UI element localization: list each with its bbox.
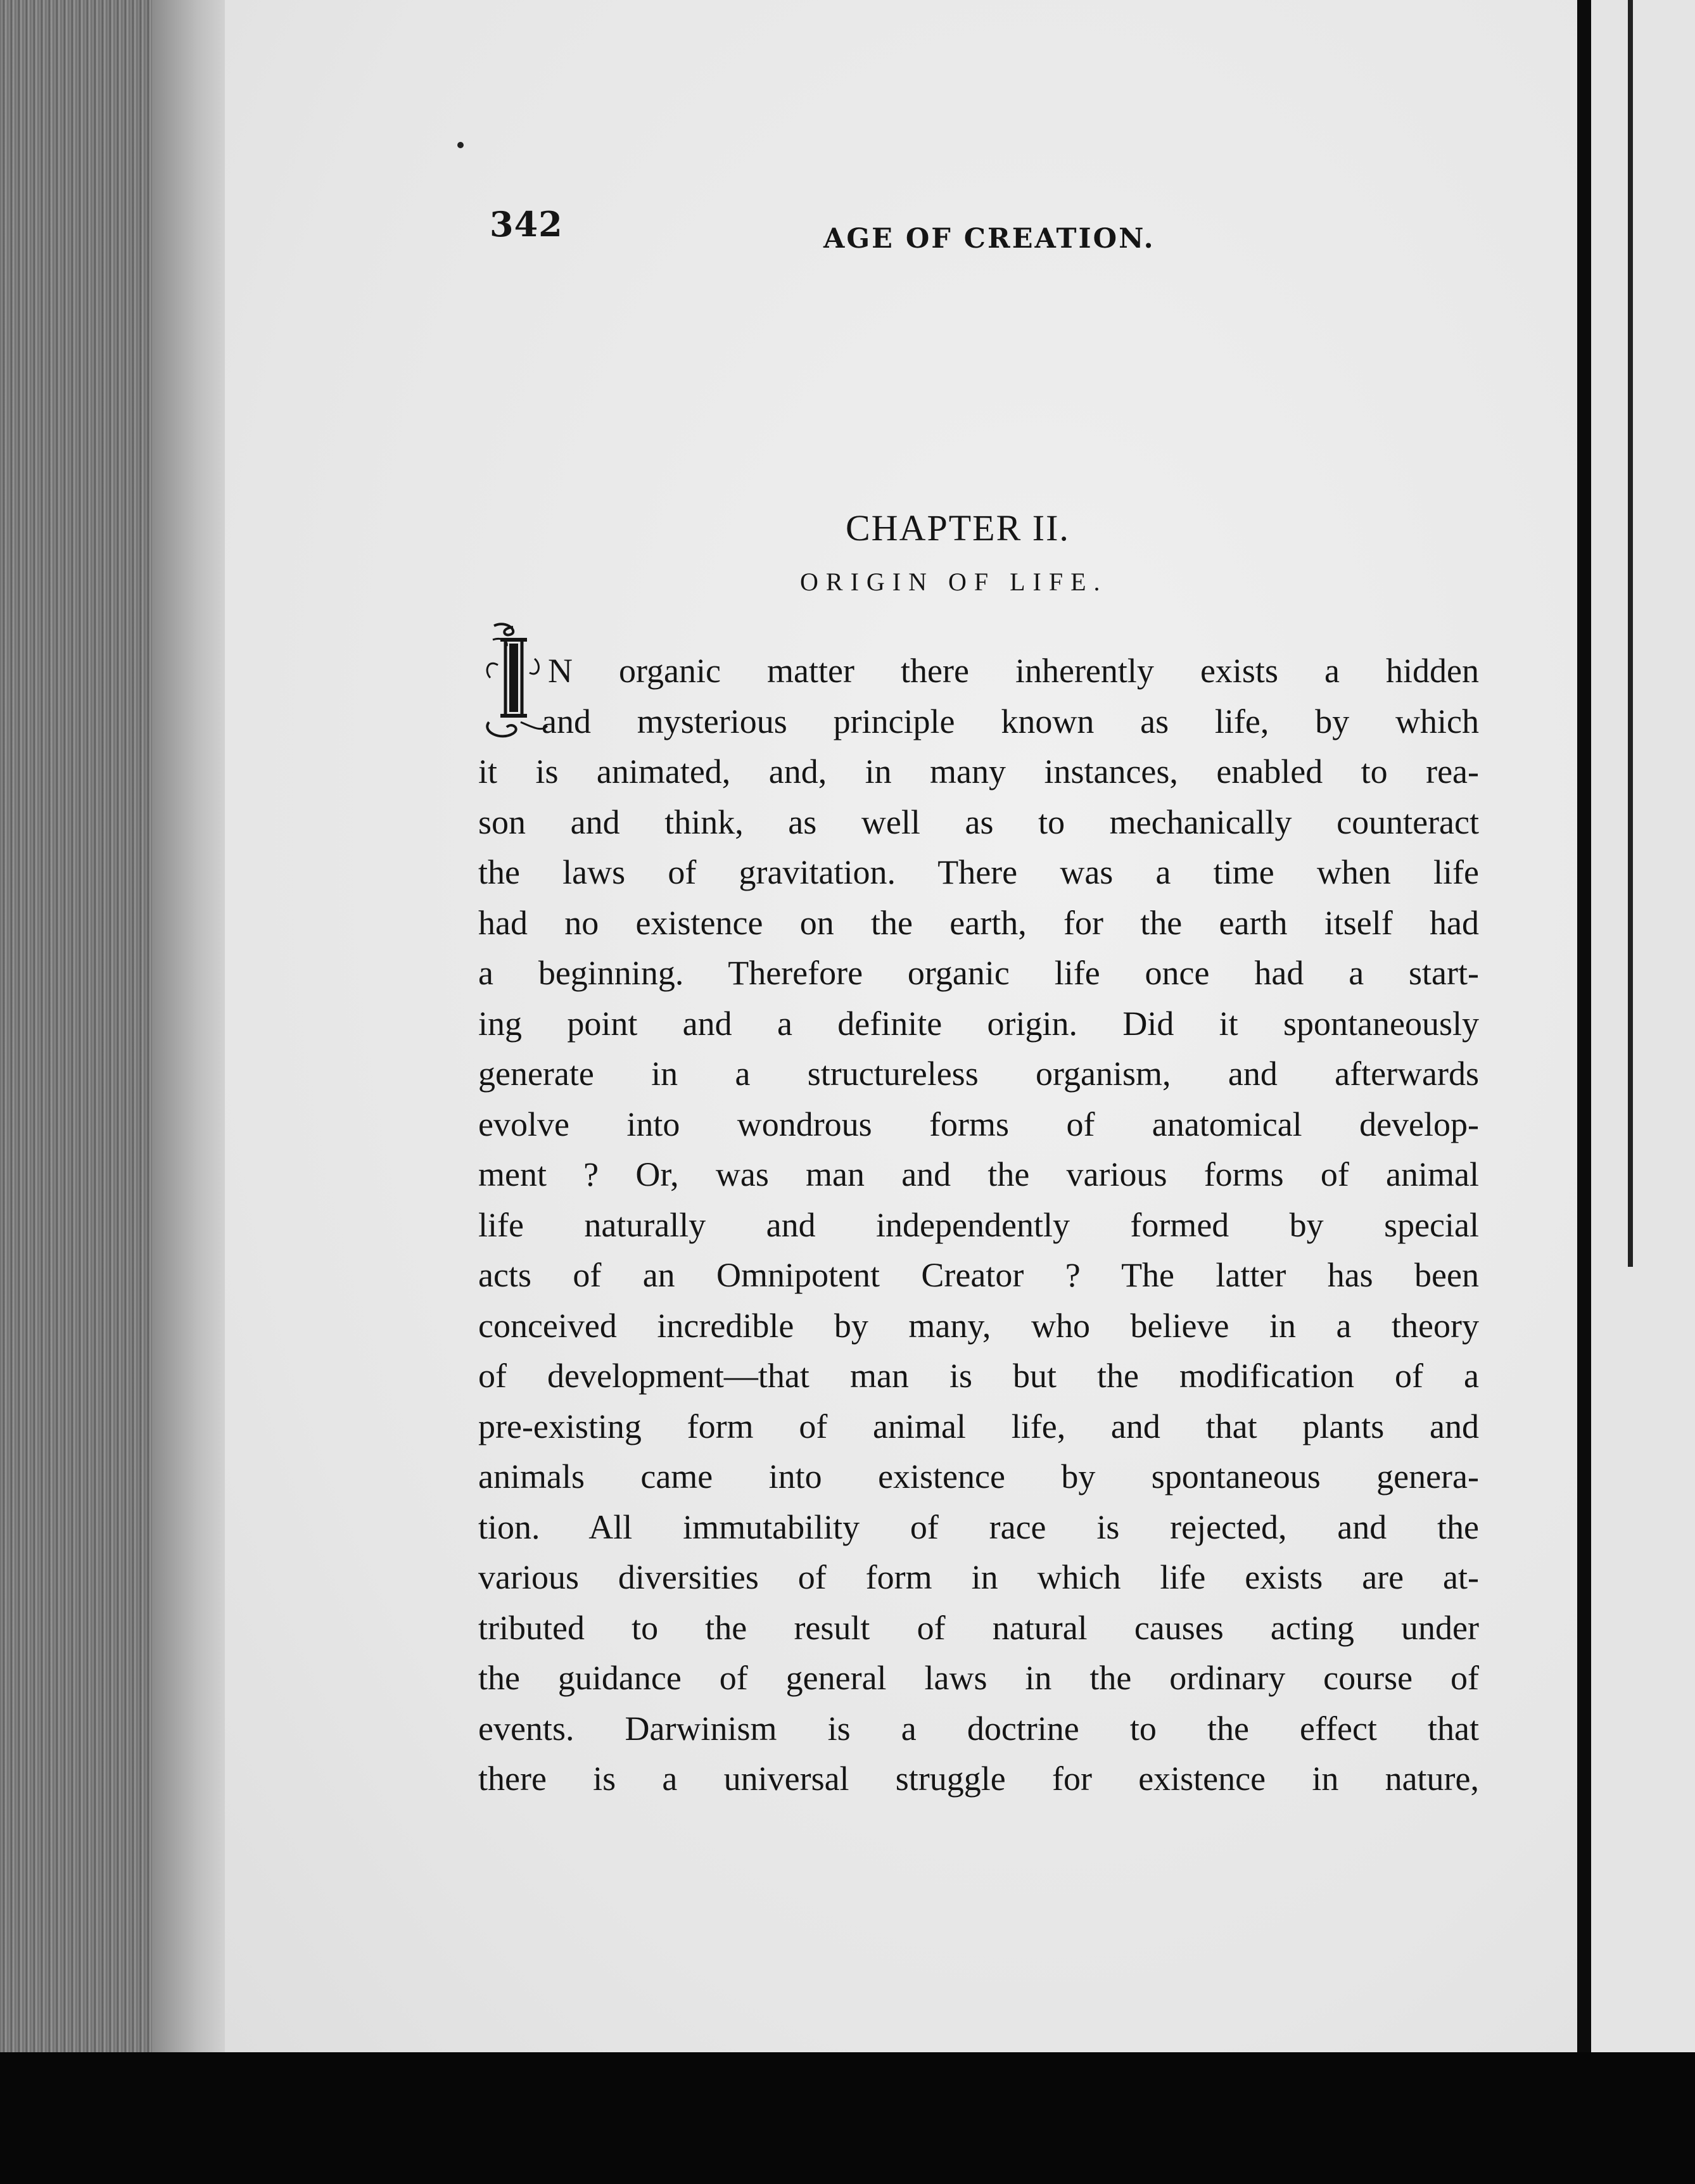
body-line: animals came into existence by spontaneous genera- (478, 1457, 1479, 1495)
right-page-sliver (1591, 0, 1695, 2078)
ink-speck (457, 142, 464, 148)
body-line: tributed to the result of natural causes acting under (478, 1608, 1479, 1647)
body-line: generate in a structureless organism, and afterwards (478, 1055, 1479, 1093)
body-line: tion. All immutability of race is rejected, and the (478, 1508, 1479, 1546)
stacked-page-edges (0, 0, 228, 2084)
body-text (478, 646, 1479, 1805)
body-line: conceived incredible by many, who believe in a theory (478, 1306, 1479, 1345)
right-page-edge-line (1628, 0, 1633, 1267)
body-line: events. Darwinism is a doctrine to the effect that (478, 1709, 1479, 1748)
body-line: it is animated, and, in many instances, enabled to rea- (478, 752, 1479, 790)
body-line: N organic matter there inherently exists a hidden (548, 652, 1479, 690)
body-line: had no existence on the earth, for the earth itself had (478, 903, 1479, 942)
body-line: of development—that man is but the modification of a (478, 1357, 1479, 1395)
drop-cap-letter: I (507, 698, 509, 705)
body-line: ment ? Or, was man and the various forms of animal (478, 1155, 1479, 1193)
bottom-shadow (0, 2052, 1695, 2184)
body-line: life naturally and independently formed by special (478, 1205, 1479, 1244)
body-line: pre-existing form of animal life, and that plants and (478, 1407, 1479, 1445)
book-gutter (1577, 0, 1591, 2090)
body-line: and mysterious principle known as life, by which (542, 702, 1479, 740)
body-line: various diversities of form in which life exists are at- (478, 1558, 1479, 1596)
chapter-subtitle: ORIGIN OF LIFE. (800, 568, 1108, 596)
running-head: AGE OF CREATION. (823, 223, 1155, 255)
body-line: a beginning. Therefore organic life once had a start- (478, 954, 1479, 992)
body-line: there is a universal struggle for existence in nature, (478, 1760, 1479, 1798)
page-number: 342 (490, 204, 563, 244)
body-line: the laws of gravitation. There was a time when life (478, 853, 1479, 891)
body-line: evolve into wondrous forms of anatomical develop- (478, 1105, 1479, 1143)
body-line: the guidance of general laws in the ordinary course of (478, 1659, 1479, 1697)
chapter-title: CHAPTER II. (846, 507, 1070, 549)
body-line: son and think, as well as to mechanically counteract (478, 803, 1479, 841)
body-line: acts of an Omnipotent Creator ? The latter has been (478, 1256, 1479, 1294)
body-line: ing point and a definite origin. Did it spontaneously (478, 1004, 1479, 1043)
